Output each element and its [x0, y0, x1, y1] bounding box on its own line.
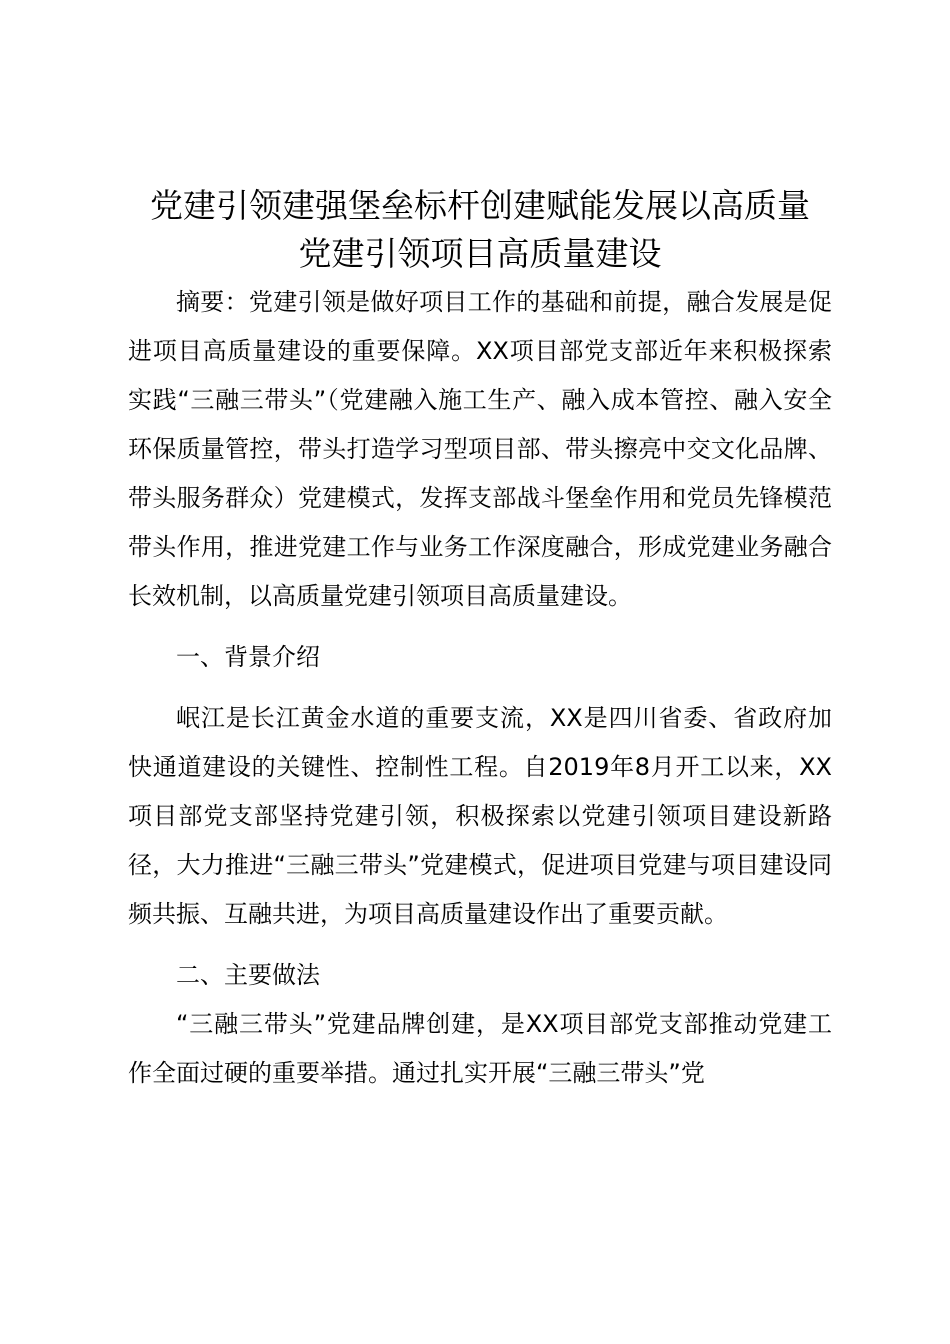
- document-body: [128, 182, 832, 1098]
- title-line-1: 党建引领建强堡垒标杆创建赋能发展以高质量: [150, 186, 810, 225]
- background-paragraph: 岷江是长江黄金水道的重要支流，XX是四川省委、省政府加快通道建设的关键性、控制性工程。自2019年8月开工以来，XX项目部党支部坚持党建引领，积极探索以党建引领项目建设新路径，大力推进“三融三带头”党建模式，促进项目党建与项目建设同频共振、互融共进，为项目高质量建设作出了重要贡献。: [128, 704, 832, 928]
- practices-paragraph: “三融三带头”党建品牌创建，是XX项目部党支部推动党建工作全面过硬的重要举措。通过扎实开展“三融三带头”党: [128, 1010, 832, 1087]
- section-heading-practices: 二、主要做法: [176, 961, 320, 989]
- abstract-paragraph: 摘要：党建引领是做好项目工作的基础和前提，融合发展是促进项目高质量建设的重要保障。XX项目部党支部近年来积极探索实践“三融三带头”（党建融入施工生产、融入成本管控、融入安全环保质量管控，带头打造学习型项目部、带头擦亮中交文化品牌、带头服务群众）党建模式，发挥支部战斗堡垒作用和党员先锋模范带头作用，推进党建工作与业务工作深度融合，形成党建业务融合长效机制，以高质量党建引领项目高质量建设。: [128, 288, 832, 610]
- title-line-2: 党建引领项目高质量建设: [298, 234, 662, 273]
- section-heading-background: 一、背景介绍: [176, 643, 320, 671]
- document-title: [128, 182, 832, 278]
